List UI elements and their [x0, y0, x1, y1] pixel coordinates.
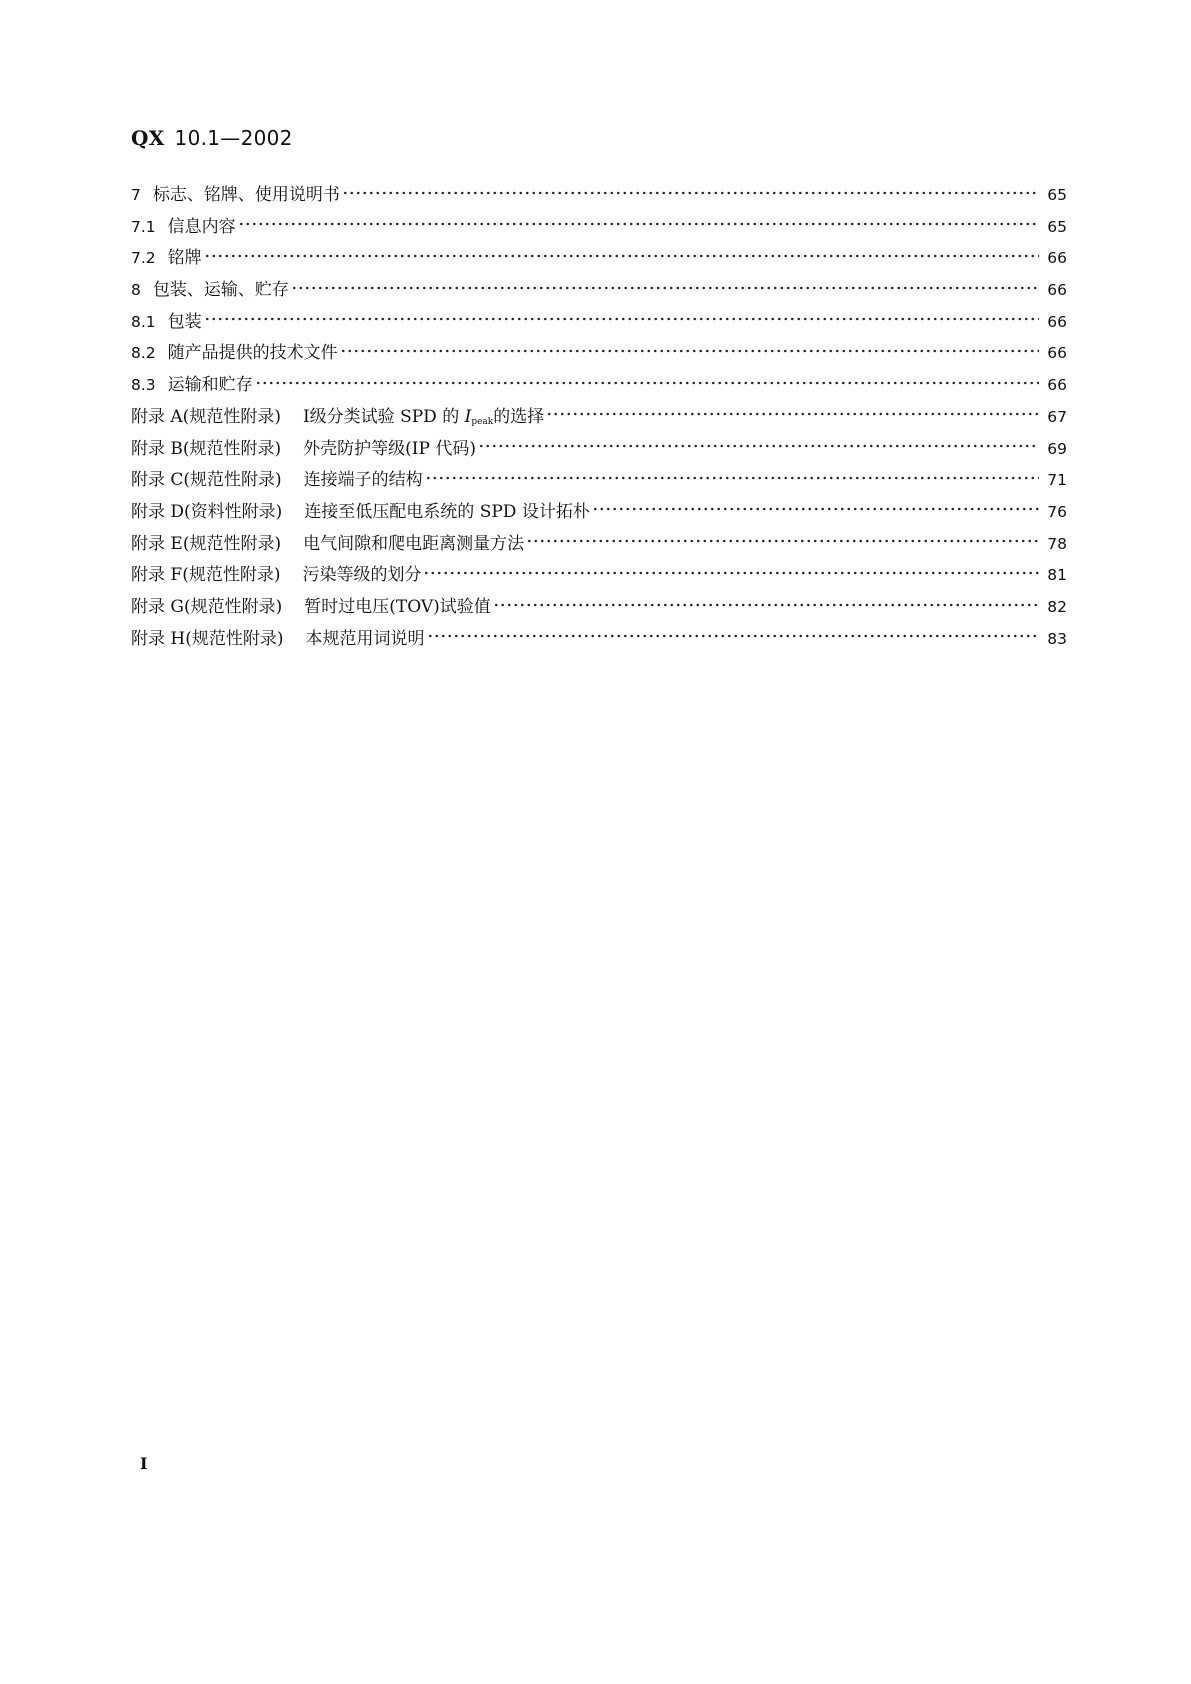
toc-entry-page: 66 — [1047, 376, 1067, 395]
toc-leader-dots — [204, 310, 1040, 327]
toc-entry-title: 信息内容 — [167, 216, 236, 237]
toc-entry-title: 包装、运输、贮存 — [152, 280, 289, 301]
toc-entry-appendix-a[interactable] — [131, 402, 1067, 434]
toc-entry-title: 暂时过电压(TOV)试验值 — [304, 596, 491, 617]
toc-entry-number: 7.2 — [131, 249, 156, 268]
table-of-contents — [131, 180, 1067, 655]
toc-entry-page: 66 — [1047, 249, 1067, 268]
toc-entry-title: 连接端子的结构 — [303, 470, 423, 491]
toc-entry-number: 7.1 — [131, 217, 156, 236]
toc-entry-number: 附录 B(规范性附录) — [131, 438, 282, 459]
toc-entry[interactable] — [131, 275, 1067, 307]
toc-entry-appendix-g[interactable] — [131, 592, 1067, 624]
toc-entry-title — [281, 402, 544, 427]
toc-entry-title: 连接至低压配电系统的 SPD 设计拓朴 — [304, 501, 590, 522]
standard-code: QX — [131, 126, 165, 150]
toc-entry-number: 附录 H(规范性附录) — [131, 628, 284, 649]
toc-entry-number: 7 — [131, 186, 141, 204]
toc-entry-number: 附录 A(规范性附录) — [131, 406, 281, 427]
toc-entry-page: 65 — [1047, 186, 1067, 204]
toc-entry-page: 67 — [1047, 407, 1067, 426]
toc-entry-page: 66 — [1047, 281, 1067, 300]
toc-entry-number: 附录 F(规范性附录) — [131, 565, 281, 586]
toc-leader-dots — [291, 278, 1039, 295]
toc-leader-dots — [340, 341, 1040, 358]
toc-entry-title: 电气间隙和爬电距离测量方法 — [303, 533, 525, 554]
toc-entry-title: 标志、铭牌、使用说明书 — [152, 185, 340, 205]
toc-entry-title: 随产品提供的技术文件 — [167, 343, 338, 364]
toc-entry-page: 76 — [1047, 502, 1067, 521]
toc-entry-page: 82 — [1047, 597, 1067, 616]
toc-entry[interactable] — [131, 307, 1067, 339]
toc-entry-number: 附录 E(规范性附录) — [131, 533, 282, 554]
toc-entry-title: 本规范用词说明 — [305, 628, 425, 649]
toc-entry-appendix-h[interactable] — [131, 624, 1067, 656]
toc-leader-dots — [427, 627, 1040, 644]
toc-entry-page: 83 — [1047, 629, 1067, 648]
toc-entry-page: 65 — [1047, 217, 1067, 236]
toc-entry-title: 包装 — [167, 311, 202, 332]
title-variable: I — [464, 406, 472, 427]
toc-leader-dots — [425, 468, 1040, 485]
toc-entry-page: 78 — [1047, 534, 1067, 553]
toc-entry-appendix-e[interactable] — [131, 529, 1067, 561]
title-subscript: peak — [471, 416, 494, 427]
toc-entry-number: 8.2 — [131, 344, 156, 363]
toc-leader-dots — [255, 373, 1040, 390]
toc-entry-page: 71 — [1047, 471, 1067, 490]
toc-entry[interactable] — [131, 212, 1067, 244]
toc-entry-number: 8.1 — [131, 312, 156, 331]
toc-entry-title: 运输和贮存 — [167, 375, 253, 396]
toc-entry[interactable] — [131, 370, 1067, 402]
toc-entry-appendix-c[interactable] — [131, 465, 1067, 497]
toc-entry-page: 69 — [1047, 439, 1067, 458]
toc-entry-title: 污染等级的划分 — [302, 565, 422, 586]
toc-entry-page: 66 — [1047, 312, 1067, 331]
title-suffix: 的选择 — [493, 406, 545, 427]
toc-leader-dots — [423, 563, 1039, 580]
toc-leader-dots — [493, 595, 1039, 612]
toc-leader-dots — [546, 405, 1039, 422]
toc-leader-dots — [342, 183, 1039, 200]
toc-entry-number: 附录 G(规范性附录) — [131, 596, 283, 617]
toc-entry-page: 81 — [1047, 566, 1067, 585]
toc-leader-dots — [478, 437, 1039, 454]
toc-entry-number: 8.3 — [131, 376, 156, 395]
title-prefix: Ⅰ级分类试验 SPD 的 — [302, 406, 465, 427]
toc-entry[interactable] — [131, 243, 1067, 275]
toc-entry-number: 附录 C(规范性附录) — [131, 470, 282, 491]
page-marker: Ⅰ — [140, 1454, 148, 1473]
toc-entry[interactable] — [131, 338, 1067, 370]
standard-number: 10.1—2002 — [174, 126, 293, 150]
document-header — [131, 126, 293, 150]
toc-entry-number: 附录 D(资料性附录) — [131, 501, 283, 522]
toc-entry-title: 铭牌 — [167, 248, 202, 269]
toc-entry-title: 外壳防护等级(IP 代码) — [303, 438, 476, 459]
toc-leader-dots — [204, 246, 1040, 263]
toc-leader-dots — [592, 500, 1039, 517]
toc-entry-number: 8 — [131, 281, 141, 300]
toc-entry-page: 66 — [1047, 344, 1067, 363]
toc-leader-dots — [526, 532, 1039, 549]
toc-entry-appendix-f[interactable] — [131, 560, 1067, 592]
toc-entry-appendix-b[interactable] — [131, 434, 1067, 466]
toc-entry-appendix-d[interactable] — [131, 497, 1067, 529]
toc-entry[interactable] — [131, 180, 1067, 212]
toc-leader-dots — [238, 215, 1040, 232]
